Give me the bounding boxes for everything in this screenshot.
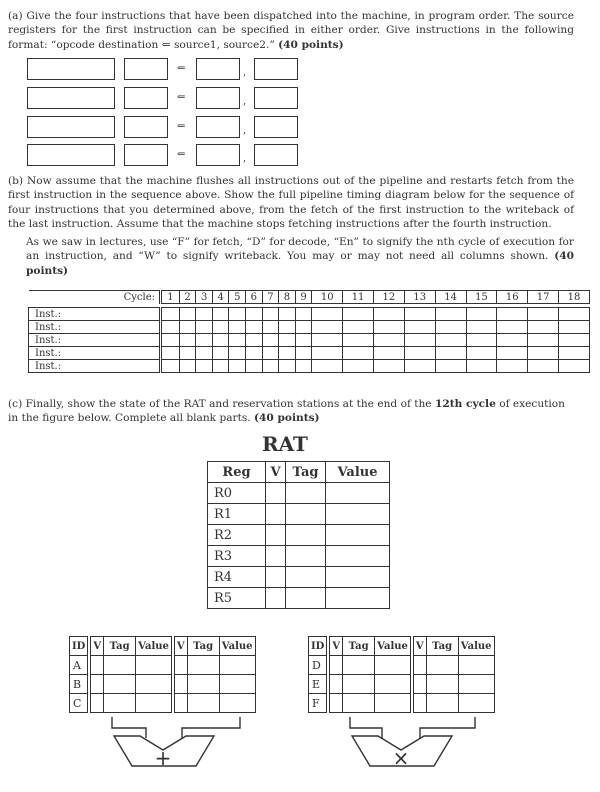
opcode-input-3[interactable] [27, 116, 115, 138]
multiplier-input-wire-1 [350, 717, 382, 738]
timing-cell[interactable] [435, 321, 466, 334]
table-row [29, 308, 590, 321]
rs-field-cell[interactable] [412, 656, 426, 675]
table-row [208, 504, 390, 525]
multiplier-unit [352, 736, 452, 766]
destination-input-3[interactable] [124, 116, 168, 138]
rat-register: R2 [208, 525, 266, 546]
timing-cell[interactable] [559, 308, 590, 321]
part-b-text-2 [26, 235, 574, 278]
timing-cell[interactable] [343, 360, 374, 373]
timing-cell[interactable] [373, 360, 404, 373]
adder-input-wire-2 [182, 717, 240, 738]
rs-header-value: Value [136, 637, 173, 656]
rat-tag-cell[interactable] [286, 567, 326, 588]
rat-tag-cell[interactable] [286, 525, 326, 546]
rat-tag-cell[interactable] [286, 546, 326, 567]
timing-cell[interactable] [435, 360, 466, 373]
rs-entry-id: F [309, 694, 329, 713]
cycle-number: 7 [262, 291, 279, 304]
rs-field-cell[interactable] [426, 675, 458, 694]
timing-cell[interactable] [279, 321, 296, 334]
rs-field-cell[interactable] [173, 675, 187, 694]
rs-entry-id: E [309, 675, 329, 694]
timing-cell[interactable] [312, 321, 343, 334]
table-row [309, 656, 495, 675]
timing-cell[interactable] [528, 321, 559, 334]
destination-input-1[interactable] [124, 58, 168, 80]
rs-field-cell[interactable] [328, 656, 342, 675]
rs-header-tag: Tag [104, 637, 136, 656]
cycle-number: 2 [179, 291, 196, 304]
timing-cell[interactable] [179, 308, 196, 321]
timing-cell[interactable] [312, 347, 343, 360]
rat-value-cell[interactable] [326, 504, 390, 525]
cycle-number: 8 [279, 291, 296, 304]
rat-v-cell[interactable] [266, 525, 286, 546]
timing-cell[interactable] [295, 334, 312, 347]
timing-cell[interactable] [528, 360, 559, 373]
table-row [208, 588, 390, 609]
timing-cell[interactable] [229, 334, 246, 347]
table-row [208, 546, 390, 567]
cycle-number: 4 [212, 291, 229, 304]
timing-cell[interactable] [262, 360, 279, 373]
part-b-body: Now assume that the machine flushes all instructions out of the pipeline and restarts fetch from the first instruction in the sequence above. Show the full pipeline timing diagram below for the sequence of four instructions that you determined above, from the fetch of the first instruction to the writeback of the last instruction. Assume that the machine stops fetching instructions after the fourth instruction. [8, 175, 575, 231]
instruction-row-label: Inst.: [29, 360, 161, 373]
comma-2: , [243, 96, 247, 107]
rs-field-cell[interactable] [343, 675, 375, 694]
timing-cell[interactable] [343, 334, 374, 347]
rat-tag-cell[interactable] [286, 483, 326, 504]
rat-v-cell[interactable] [266, 504, 286, 525]
cycle-label: Cycle: [29, 291, 161, 304]
timing-cell[interactable] [161, 360, 180, 373]
timing-cell[interactable] [196, 308, 213, 321]
rat-v-cell[interactable] [266, 588, 286, 609]
timing-cell[interactable] [343, 321, 374, 334]
comma-4: , [243, 153, 247, 164]
rs-field-cell[interactable] [89, 694, 103, 713]
rs-header-value: Value [375, 637, 412, 656]
rs-entry-id: C [70, 694, 90, 713]
rs-field-cell[interactable] [458, 675, 494, 694]
rs-field-cell[interactable] [136, 656, 173, 675]
rs-field-cell[interactable] [343, 656, 375, 675]
rs-header-tag: Tag [187, 637, 219, 656]
timing-cell[interactable] [212, 334, 229, 347]
rat-value-cell[interactable] [326, 483, 390, 504]
cycle-number: 12 [373, 291, 404, 304]
timing-cell[interactable] [246, 321, 263, 334]
part-a-points: (40 points) [278, 38, 344, 51]
assign-arrow-2: ⇐ [177, 92, 186, 103]
timing-cell[interactable] [295, 308, 312, 321]
rs-header-id: ID [70, 637, 90, 656]
rat-tag-cell[interactable] [286, 504, 326, 525]
timing-cell[interactable] [295, 360, 312, 373]
timing-cell[interactable] [229, 321, 246, 334]
table-row [29, 321, 590, 334]
rs-field-cell[interactable] [375, 656, 412, 675]
adder-input-wire-1 [112, 717, 146, 738]
rs-field-cell[interactable] [89, 675, 103, 694]
cycle-number: 15 [466, 291, 497, 304]
timing-cell[interactable] [559, 321, 590, 334]
table-row [309, 694, 495, 713]
table-row [309, 675, 495, 694]
timing-cell[interactable] [528, 347, 559, 360]
rat-tag-cell[interactable] [286, 588, 326, 609]
timing-cell[interactable] [295, 347, 312, 360]
multiplier-symbol: × [392, 746, 410, 770]
assign-arrow-1: ⇐ [177, 63, 186, 74]
timing-cell[interactable] [528, 308, 559, 321]
instruction-row-label: Inst.: [29, 308, 161, 321]
timing-cell[interactable] [435, 334, 466, 347]
timing-cell[interactable] [212, 360, 229, 373]
rs-field-cell[interactable] [104, 656, 136, 675]
table-row [29, 360, 590, 373]
timing-cell[interactable] [435, 308, 466, 321]
rat-value-cell[interactable] [326, 546, 390, 567]
cycle-number: 14 [435, 291, 466, 304]
timing-cell[interactable] [279, 347, 296, 360]
rat-register: R1 [208, 504, 266, 525]
table-row [208, 525, 390, 546]
part-b-points: (40 points) [26, 250, 574, 277]
timing-cell[interactable] [196, 347, 213, 360]
timing-cell[interactable] [179, 321, 196, 334]
timing-cell[interactable] [466, 308, 497, 321]
timing-cell[interactable] [246, 347, 263, 360]
rs-field-cell[interactable] [173, 694, 187, 713]
rs-entry-id: D [309, 656, 329, 675]
table-row [70, 694, 256, 713]
table-row [70, 656, 256, 675]
cycle-number: 6 [246, 291, 263, 304]
part-a-label: (a) [8, 10, 23, 22]
timing-cell[interactable] [404, 360, 435, 373]
timing-cell[interactable] [279, 360, 296, 373]
timing-cell[interactable] [179, 360, 196, 373]
timing-cell[interactable] [559, 347, 590, 360]
rs-header-v: V [89, 637, 103, 656]
timing-cell[interactable] [497, 347, 528, 360]
cycle-number: 1 [161, 291, 180, 304]
timing-cell[interactable] [559, 334, 590, 347]
rs-field-cell[interactable] [173, 656, 187, 675]
assign-arrow-3: ⇐ [177, 121, 186, 132]
cycle-number: 11 [343, 291, 374, 304]
part-a-text [8, 9, 574, 52]
opcode-input-2[interactable] [27, 87, 115, 109]
timing-cell[interactable] [295, 321, 312, 334]
timing-cell[interactable] [404, 321, 435, 334]
rs-header-id: ID [309, 637, 329, 656]
rat-header-tag: Tag [286, 462, 326, 483]
timing-cell[interactable] [466, 360, 497, 373]
rs-field-cell[interactable] [219, 694, 255, 713]
part-c-points: (40 points) [254, 412, 320, 425]
instruction-row-label: Inst.: [29, 321, 161, 334]
rat-value-cell[interactable] [326, 525, 390, 546]
source2-input-4[interactable] [254, 144, 298, 166]
timing-cell[interactable] [212, 347, 229, 360]
timing-cell[interactable] [262, 321, 279, 334]
rat-v-cell[interactable] [266, 483, 286, 504]
rs-entry-id: A [70, 656, 90, 675]
rs-field-cell[interactable] [219, 656, 255, 675]
source1-input-1[interactable] [196, 58, 240, 80]
timing-cell[interactable] [404, 347, 435, 360]
timing-cell[interactable] [466, 321, 497, 334]
rs-entry-id: B [70, 675, 90, 694]
rat-register: R3 [208, 546, 266, 567]
part-c-text [8, 397, 574, 426]
rat-value-cell[interactable] [326, 588, 390, 609]
destination-input-4[interactable] [124, 144, 168, 166]
part-b-body-2: As we saw in lectures, use “F” for fetch, “D” for decode, “En” to signify the nth cycle of execution for an instruction, and “W” to signify writeback. You may or may not need all columns shown. [26, 236, 574, 263]
timing-cell[interactable] [212, 308, 229, 321]
table-row [208, 567, 390, 588]
pipeline-timing-table [28, 290, 590, 373]
rs-header-value: Value [458, 637, 494, 656]
rs-field-cell[interactable] [375, 675, 412, 694]
cycle-number: 9 [295, 291, 312, 304]
timing-cell[interactable] [262, 334, 279, 347]
rs-field-cell[interactable] [426, 656, 458, 675]
source1-input-2[interactable] [196, 87, 240, 109]
timing-cell[interactable] [229, 308, 246, 321]
destination-input-2[interactable] [124, 87, 168, 109]
timing-cell[interactable] [196, 334, 213, 347]
source2-input-1[interactable] [254, 58, 298, 80]
rs-field-cell[interactable] [219, 675, 255, 694]
comma-1: , [243, 67, 247, 78]
timing-cell[interactable] [312, 308, 343, 321]
opcode-input-4[interactable] [27, 144, 115, 166]
rat-value-cell[interactable] [326, 567, 390, 588]
adder-symbol: + [154, 746, 172, 770]
timing-cell[interactable] [246, 360, 263, 373]
rs-header-value: Value [219, 637, 255, 656]
rat-title: RAT [262, 432, 308, 456]
timing-cell[interactable] [279, 334, 296, 347]
timing-cell[interactable] [528, 334, 559, 347]
timing-cell[interactable] [343, 347, 374, 360]
rs-field-cell[interactable] [343, 694, 375, 713]
reservation-station-adder [69, 636, 256, 713]
timing-cell[interactable] [497, 308, 528, 321]
rat-header-reg: Reg [208, 462, 266, 483]
timing-cell[interactable] [246, 308, 263, 321]
timing-cell[interactable] [497, 360, 528, 373]
cycle-number: 18 [559, 291, 590, 304]
timing-cell[interactable] [497, 334, 528, 347]
rs-field-cell[interactable] [187, 694, 219, 713]
rat-register: R4 [208, 567, 266, 588]
cycle-number: 13 [404, 291, 435, 304]
rs-field-cell[interactable] [328, 675, 342, 694]
timing-cell[interactable] [196, 321, 213, 334]
timing-cell[interactable] [466, 347, 497, 360]
timing-cell[interactable] [559, 360, 590, 373]
rs-header-tag: Tag [343, 637, 375, 656]
timing-cell[interactable] [497, 321, 528, 334]
timing-cell[interactable] [179, 347, 196, 360]
rat-register: R5 [208, 588, 266, 609]
part-c-body-2: of execution in the figure below. Complete all blank parts. [8, 398, 565, 425]
rs-header-v: V [412, 637, 426, 656]
source1-input-4[interactable] [196, 144, 240, 166]
cycle-number: 10 [312, 291, 343, 304]
timing-cell[interactable] [161, 334, 180, 347]
cycle-number: 17 [528, 291, 559, 304]
rs-field-cell[interactable] [89, 656, 103, 675]
table-row [29, 347, 590, 360]
timing-cell[interactable] [229, 347, 246, 360]
timing-cell[interactable] [179, 334, 196, 347]
table-row [29, 334, 590, 347]
part-c-label: (c) [8, 398, 23, 410]
rat-table [207, 461, 390, 609]
rs-field-cell[interactable] [136, 675, 173, 694]
timing-cell[interactable] [229, 360, 246, 373]
timing-cell[interactable] [161, 321, 180, 334]
source2-input-2[interactable] [254, 87, 298, 109]
timing-cell[interactable] [312, 360, 343, 373]
timing-cell[interactable] [161, 347, 180, 360]
multiplier-input-wire-2 [420, 717, 475, 738]
rat-header-v: V [266, 462, 286, 483]
part-c-cycle: 12th cycle [434, 398, 496, 410]
rs-field-cell[interactable] [375, 694, 412, 713]
timing-cell[interactable] [312, 334, 343, 347]
rs-field-cell[interactable] [412, 675, 426, 694]
timing-cell[interactable] [212, 321, 229, 334]
timing-cell[interactable] [373, 321, 404, 334]
timing-cell[interactable] [466, 334, 497, 347]
part-b-label: (b) [8, 175, 24, 187]
rat-v-cell[interactable] [266, 546, 286, 567]
timing-cell[interactable] [373, 347, 404, 360]
rs-header-v: V [173, 637, 187, 656]
part-b-text [8, 174, 574, 232]
source2-input-3[interactable] [254, 116, 298, 138]
source1-input-3[interactable] [196, 116, 240, 138]
rat-v-cell[interactable] [266, 567, 286, 588]
rs-field-cell[interactable] [426, 694, 458, 713]
comma-3: , [243, 125, 247, 136]
rs-field-cell[interactable] [136, 694, 173, 713]
rs-field-cell[interactable] [104, 694, 136, 713]
opcode-input-1[interactable] [27, 58, 115, 80]
rs-header-tag: Tag [426, 637, 458, 656]
rs-header-v: V [328, 637, 342, 656]
timing-cell[interactable] [373, 334, 404, 347]
timing-cell[interactable] [404, 308, 435, 321]
part-a-body: Give the four instructions that have been dispatched into the machine, in program order. The source registers for the first instruction can be specified in either order. Give instructions in the following format: “opcode destination ⇐ source1, source2.” [8, 10, 574, 51]
table-row [208, 483, 390, 504]
reservation-station-multiplier [308, 636, 495, 713]
timing-cell[interactable] [373, 308, 404, 321]
cycle-number: 3 [196, 291, 213, 304]
timing-cell[interactable] [343, 308, 374, 321]
table-row [70, 675, 256, 694]
rs-field-cell[interactable] [412, 694, 426, 713]
instruction-row-label: Inst.: [29, 347, 161, 360]
rs-field-cell[interactable] [104, 675, 136, 694]
timing-cell[interactable] [404, 334, 435, 347]
rs-field-cell[interactable] [458, 694, 494, 713]
timing-cell[interactable] [262, 347, 279, 360]
rat-header-value: Value [326, 462, 390, 483]
cycle-number: 16 [497, 291, 528, 304]
rs-field-cell[interactable] [328, 694, 342, 713]
rat-register: R0 [208, 483, 266, 504]
cycle-number: 5 [229, 291, 246, 304]
rs-field-cell[interactable] [458, 656, 494, 675]
timing-cell[interactable] [279, 308, 296, 321]
adder-unit [114, 736, 214, 766]
timing-cell[interactable] [161, 308, 180, 321]
assign-arrow-4: ⇐ [177, 149, 186, 160]
instruction-row-label: Inst.: [29, 334, 161, 347]
timing-cell[interactable] [246, 334, 263, 347]
part-c-body: Finally, show the state of the RAT and reservation stations at the end of the [25, 398, 432, 410]
timing-cell[interactable] [435, 347, 466, 360]
timing-cell[interactable] [196, 360, 213, 373]
rs-field-cell[interactable] [187, 656, 219, 675]
rs-field-cell[interactable] [187, 675, 219, 694]
timing-cell[interactable] [262, 308, 279, 321]
